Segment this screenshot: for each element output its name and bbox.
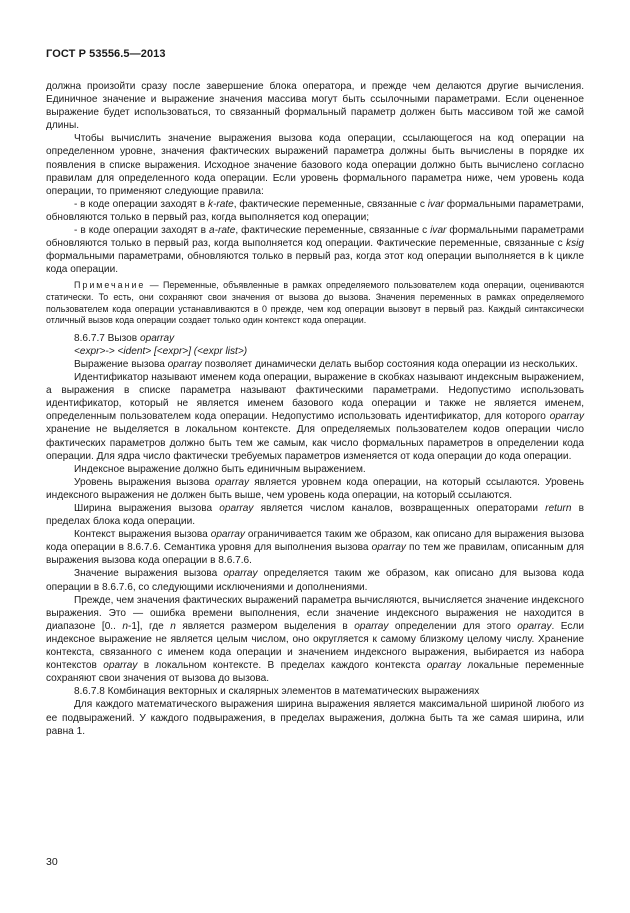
paragraph: должна произойти сразу после завершение блока оператора, и прежде чем делаются другие вычисления. Единичное значение и выражение значения массива могут быть ссылочными параметрами. Если оцененное выражение будет использоваться, то связанный формальный параметр должен быть массивом той же самой длины.	[46, 81, 584, 132]
page-number: 30	[46, 856, 58, 868]
paragraph: Выражение вызова oparray позволяет динамически делать выбор состояния кода операции из нескольких.	[74, 358, 578, 370]
list-item: - в коде операции заходят в a-rate, фактические переменные, связанные с ivar формальными параметрами обновляются только в первый раз, когда выполняется код операции. Фактические переменные, связанные с ksig формальными параметрами, обновляются только в первый раз, когда этот код операции выполняется в k цикле кода операции.	[46, 225, 584, 276]
paragraph: Прежде, чем значения фактических выражений параметра вычисляются, вычисляется значение индексного выражения. Это — ошибка времени выполнения, если значение индексного выражения не находится в диапазоне [0.. n-1], где n является размером выделения в oparray определении для этого oparray. Если индексное выражение не является целым числом, оно округляется к самому близкому целому числу. Хранение контекста, связанного с именем кода операции и значением индексного выражения, выбирается из набора контекстов oparray в локальном контексте. В пределах каждого контекста oparray локальные переменные сохраняют свои значения от вызова до вызова.	[46, 594, 584, 685]
section-heading: 8.6.7.7 Вызов oparray	[74, 332, 175, 344]
note-label: Примечание	[74, 280, 146, 291]
paragraph: Чтобы вычислить значение выражения вызова кода операции, ссылающегося на код операции на определенном уровне, значения фактических выражений параметра должны быть вычислены в порядке их появления в списке выражения. Исходное значение базового кода операции должно быть вычислено согласно правилам для определенного кода операции. Если уровень формального параметра ниже, чем уровень кода операции, то применяют следующие правила:	[46, 133, 584, 197]
paragraph: Ширина выражения вызова oparray является числом каналов, возвращенных операторами return в пределах блока кода операции.	[46, 503, 584, 528]
note: Примечание — Переменные, объявленные в рамках определяемого пользователем кода операции, оцениваются статически. То есть, они сохраняют свои значения от вызова до вызова. Значения переменных в рамках определяемого пользователем кода операции устанавливаются в 0 прежде, чем код операции вызовут в первый раз. Каждый синтаксически отличный вызов кода операции создает только один контекст кода операции.	[46, 280, 584, 326]
paragraph: Значение выражения вызова oparray определяется таким же образом, как описано для вызова кода операции в 8.6.7.6, со следующими исключениями и дополнениями.	[46, 568, 584, 593]
paragraph: Контекст выражения вызова oparray ограничивается таким же образом, как описано для выражения вызова кода операции в 8.6.7.6. Семантика уровня для выполнения вызова oparray по тем же правилам, описанным для выражения вызова кода операции в 8.6.7.6.	[46, 529, 584, 567]
paragraph: Уровень выражения вызова oparray является уровнем кода операции, на который ссылаются. Уровень индексного выражения не должен быть выше, чем уровень кода операции, на который ссылаются.	[46, 476, 584, 501]
list-item: - в коде операции заходят в k-rate, фактические переменные, связанные с ivar формальными параметрами, обновляются только в первый раз, когда выполняется код операции;	[46, 198, 584, 223]
paragraph: Индексное выражение должно быть единичным выражением.	[74, 463, 366, 475]
document-body	[46, 80, 584, 738]
section-heading: 8.6.7.8 Комбинация векторных и скалярных элементов в математических выражениях	[74, 686, 480, 698]
grammar-rule: <expr>-> <ident> [<expr>] (<expr list>)	[74, 345, 248, 357]
document-header: ГОСТ Р 53556.5—2013	[46, 48, 166, 60]
paragraph: Идентификатор называют именем кода операции, выражение в скобках называют индексным выражением, а выражения в списке параметра называют фактическими параметрами. Недопустимо использовать идентификатор, который не является именем базового кода операции и также не является именем, определенным пользователем кода операции. Недопустимо использовать идентификатор, для которого oparray хранение не выделяется в локальном контексте. Для определяемых пользователем кодов операции число фактических параметров должно быть тем же самым, как число формальных параметров в определении кода операции. Для ядра число фактически требуемых параметров изменяется от кода операции до кода операции.	[46, 372, 584, 462]
paragraph: Для каждого математического выражения ширина выражения является максимальной шириной любого из ее подвыражений. У каждого подвыражения, в пределах выражения, должна быть та же самая ширина, или равна 1.	[46, 699, 584, 737]
